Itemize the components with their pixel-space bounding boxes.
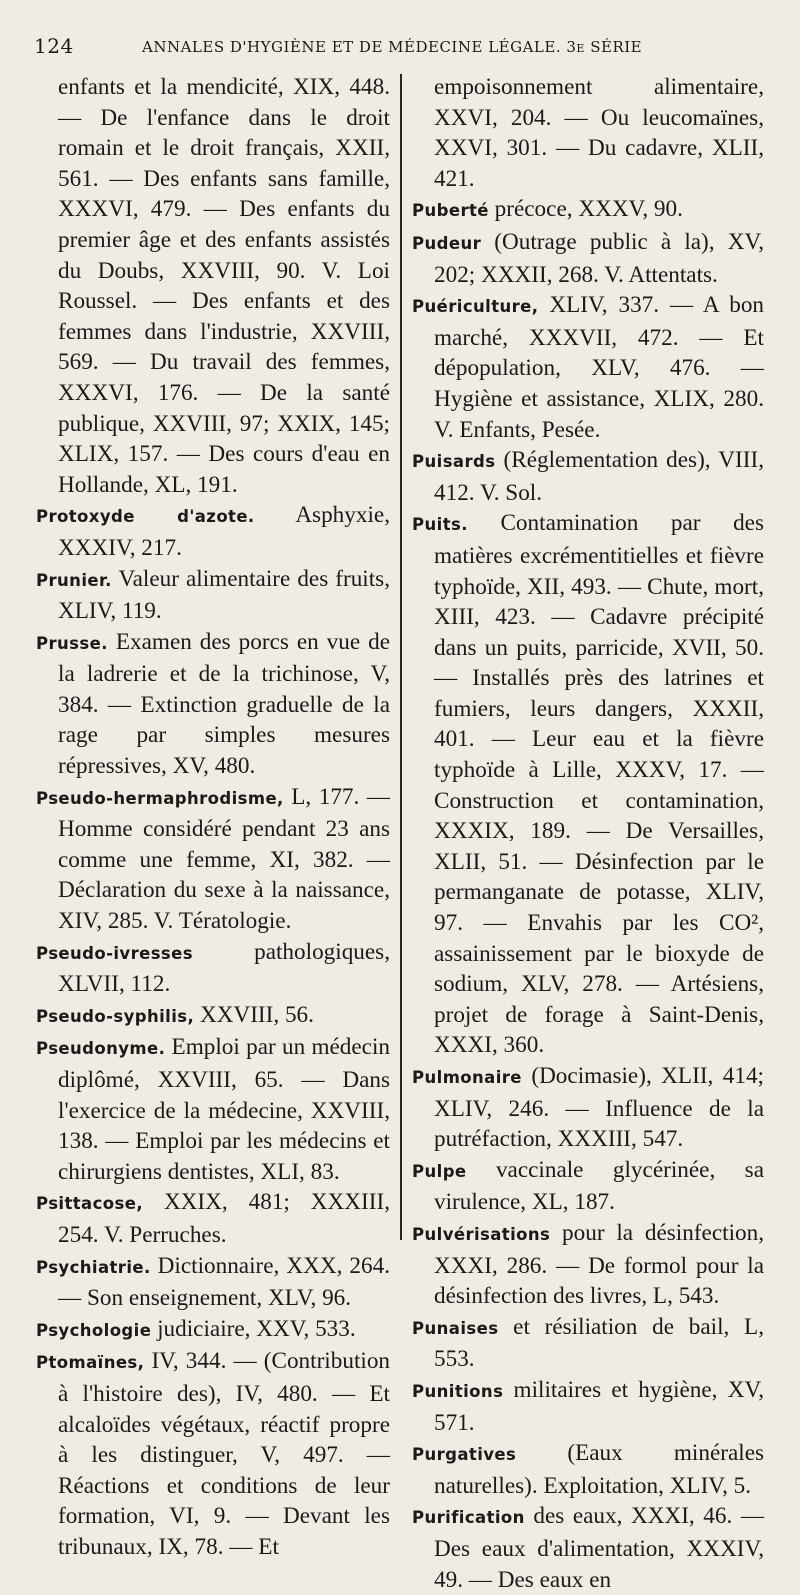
entry-headword: Punaises (412, 1318, 499, 1338)
entry-headword: Pseudo-hermaphrodisme, (36, 788, 284, 808)
entry-text: et résiliation de bail, L, 553. (434, 1313, 765, 1373)
index-entry (412, 1312, 764, 1375)
entry-headword: Puits. (412, 515, 468, 535)
entry-headword: Puberté (412, 201, 489, 221)
entry-text: précoce, XXXV, 90. (494, 196, 683, 223)
entry-text: XXVIII, 56. (199, 1001, 314, 1028)
index-entry (36, 1000, 390, 1033)
entry-text: (Réglementation des), VIII, 412. V. Sol. (434, 447, 764, 506)
index-entry (412, 1501, 764, 1595)
column-divider (400, 74, 402, 1240)
page-number: 124 (34, 34, 74, 58)
entry-headword: Pseudo-ivresses (36, 943, 193, 963)
entry-text: vaccinale glycérinée, sa virulence, XL, 187. (434, 1156, 764, 1216)
entry-text: (Eaux minérales naturelles). Exploitation, XLIV, 5. (434, 1440, 765, 1499)
index-entry (412, 1155, 764, 1218)
entry-text: IV, 344. — (Contribution à l'histoire des), IV, 480. — Et alcaloïdes végétaux, réactif propre à les distinguer, V, 497. — Réactions et conditions de leur formation, VI, 9. — Devant les tribunaux, IX, 78. — Et (58, 1348, 391, 1560)
index-entry (36, 500, 390, 563)
entry-headword: Purification (412, 1508, 525, 1528)
entry-headword: Pulmonaire (412, 1068, 522, 1087)
entry-headword: Puériculture, (412, 297, 539, 317)
index-entry (412, 290, 764, 445)
entry-text: L, 177. — Homme considéré pendant 23 ans comme une femme, XI, 382. — Déclaration du sexe à la naissance, XIV, 285. V. Tératologie. (58, 783, 390, 935)
entry-text: militaires et hygiène, XV, 571. (434, 1376, 765, 1436)
index-entry (36, 937, 390, 1000)
index-entry (36, 1032, 390, 1187)
entry-text: enfants et la mendicité, XIX, 448. — De l'enfance dans le droit romain et le droit français, XXII, 561. — Des enfants sans famille, XXXVI, 479. — Des enfants du premier âge et des enfants assistés du Doubs, XXVIII, 90. V. Loi Roussel. — Des enfants et des femmes dans l'industrie, XXVIII, 569. — Du travail des femmes, XXXVI, 176. — De la santé publique, XXVIII, 97; XXIX, 145; XLIX, 157. — Des cours d'eau en Hollande, XL, 191. (58, 74, 390, 498)
entry-text: (Docimasie), XLII, 414; XLIV, 246. — Influence de la putréfaction, XXXIII, 547. (434, 1063, 765, 1153)
entry-text: XLIV, 337. — A bon marché, XXXVII, 472. — Et dépopulation, XLV, 476. — Hygiène et assistance, XLIX, 280. V. Enfants, Pesée. (434, 292, 765, 443)
entry-text: pathologiques, XLVII, 112. (58, 938, 390, 998)
index-entry (412, 1218, 764, 1312)
index-entry (412, 1375, 764, 1438)
index-entry (412, 1061, 764, 1155)
index-entry (36, 1187, 390, 1250)
entry-text: des eaux, XXXI, 46. — Des eaux d'alimentation, XXXIV, 49. — Des eaux en (434, 1503, 765, 1593)
index-entry (36, 1251, 390, 1314)
entry-text: Dictionnaire, XXX, 264. — Son enseignement, XLV, 96. (58, 1252, 390, 1312)
entry-headword: Psittacose, (36, 1194, 143, 1214)
entry-headword: Puisards (412, 452, 496, 472)
index-entry (36, 564, 390, 627)
entry-headword: Prunier. (36, 570, 112, 590)
running-title: ANNALES D'HYGIÈNE ET DE MÉDECINE LÉGALE. 3e SÉRIE (142, 38, 643, 56)
index-entry (412, 508, 764, 1061)
index-entry (412, 194, 764, 227)
entry-headword: Purgatives (412, 1445, 517, 1465)
index-entry (36, 72, 390, 500)
index-entry (412, 1438, 764, 1501)
entry-headword: Pseudo-syphilis, (36, 1006, 195, 1026)
index-entry (36, 627, 390, 782)
entry-text: Examen des porcs en vue de la ladrerie et de la trichinose, V, 384. — Extinction graduelle de la rage par simples mesures répressives, XV, 480. (58, 628, 391, 780)
entry-headword: Prusse. (36, 633, 108, 653)
index-entry (412, 445, 764, 508)
entry-text: Contamination par des matières excrémentitielles et fièvre typhoïde, XII, 493. — Chute, mort, XIII, 423. — Cadavre précipité dans un puits, parricide, XVII, 50. — Installés près des latrines et fumiers, leurs dangers, XXXII, 401. — Leur eau et la fièvre typhoïde à Lille, XXXV, 17. — Construction et contamination, XXXIX, 189. — De Versailles, XLII, 51. — Désinfection par le permanganate de potasse, XLIV, 97. — Envahis par les CO², assainissement par le bioxyde de sodium, XLV, 278. — Artésiens, projet de forage à Saint-Denis, XXXI, 360. (434, 510, 764, 1059)
index-entry (412, 227, 764, 290)
entry-headword: Pulpe (412, 1161, 467, 1181)
entry-text: empoisonnement alimentaire, XXVI, 204. — Ou leucomaïnes, XXVI, 301. — Du cadavre, XLII, 421. (434, 74, 764, 192)
entry-headword: Pudeur (412, 233, 482, 253)
index-column-left (36, 72, 391, 1560)
entry-headword: Pulvérisations (412, 1224, 551, 1244)
entry-text: XXIX, 481; XXXIII, 254. V. Perruches. (58, 1189, 390, 1248)
entry-text: judiciaire, XXV, 533. (157, 1315, 356, 1342)
entry-text: Valeur alimentaire des fruits, XLIV, 119. (58, 565, 390, 625)
entry-text: (Outrage public à la), XV, 202; XXXII, 268. V. Attentats. (434, 228, 765, 288)
entry-headword: Protoxyde d'azote. (36, 507, 255, 527)
running-header (34, 34, 774, 60)
entry-headword: Punitions (412, 1381, 504, 1401)
entry-text: Emploi par un médecin diplômé, XXVIII, 65. — Dans l'exercice de la médecine, XXVIII, 138. — Emploi par les médecins et chirurgiens dentistes, XLI, 83. (58, 1034, 390, 1185)
index-entry (412, 72, 764, 194)
entry-text: pour la désinfection, XXXI, 286. — De formol pour la désinfection des livres, L, 543. (434, 1219, 764, 1310)
entry-headword: Pseudonyme. (36, 1039, 166, 1059)
index-entry (36, 1314, 390, 1347)
entry-headword: Psychologie (36, 1320, 152, 1340)
entry-headword: Ptomaïnes, (36, 1353, 145, 1373)
entry-headword: Psychiatrie. (36, 1257, 151, 1277)
index-column-right (412, 72, 765, 1593)
entry-text: Asphyxie, XXXIV, 217. (58, 502, 390, 561)
index-entry (36, 782, 390, 937)
index-entry (36, 1346, 390, 1562)
